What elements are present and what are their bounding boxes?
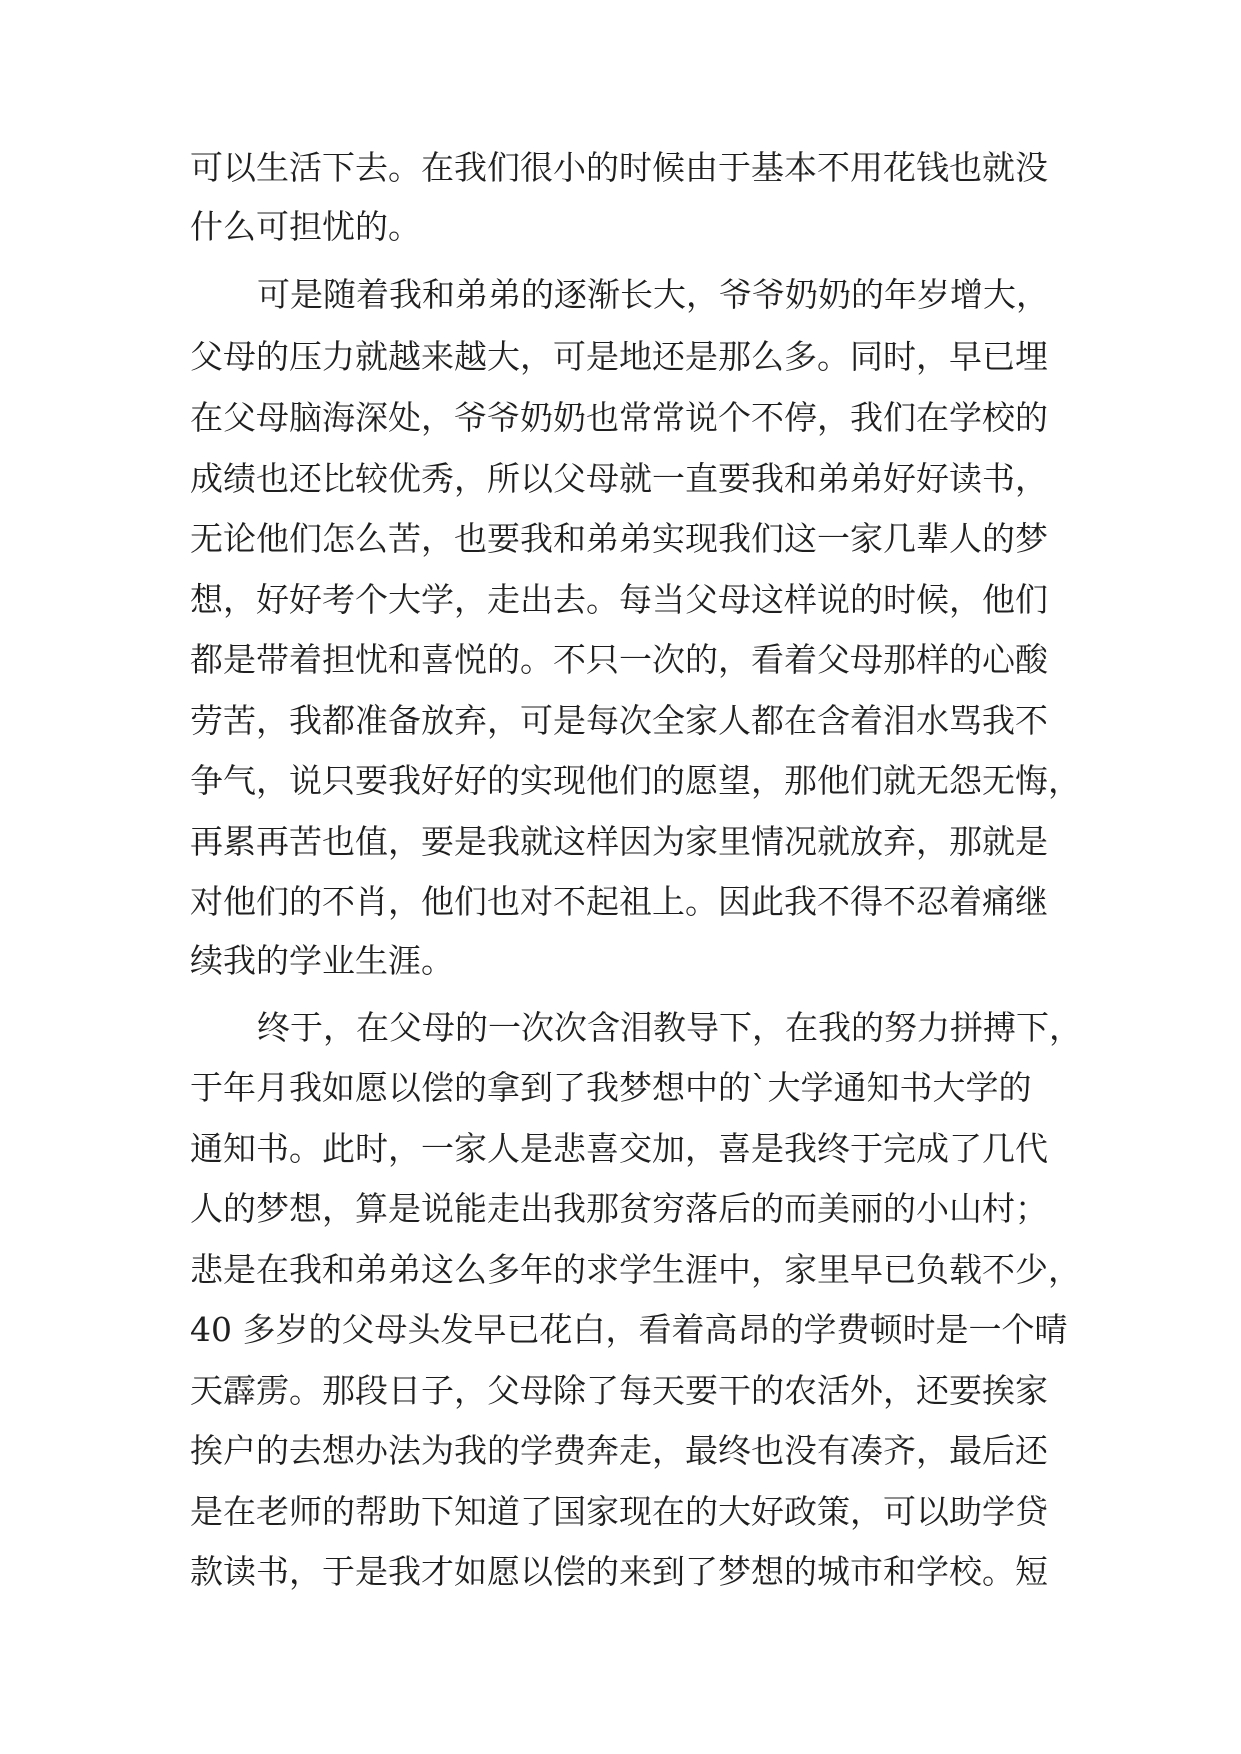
- paragraph-first-line: 可是随着我和弟弟的逐渐长大，爷爷奶奶的年岁增大，: [257, 275, 1049, 314]
- text-line: 都是带着担忧和喜悦的。不只一次的，看着父母那样的心酸: [190, 640, 1048, 679]
- text-line: 挨户的去想办法为我的学费奔走，最终也没有凑齐，最后还: [190, 1431, 1048, 1470]
- text-line: 可以生活下去。在我们很小的时候由于基本不用花钱也就没: [190, 148, 1048, 187]
- text-line: 在父母脑海深处，爷爷奶奶也常常说个不停，我们在学校的: [190, 398, 1048, 437]
- paragraph-first-line: 终于，在父母的一次次含泪教导下，在我的努力拼搏下，: [257, 1008, 1082, 1047]
- text-line: 于年月我如愿以偿的拿到了我梦想中的`大学通知书大学的: [190, 1068, 1032, 1107]
- text-line: 父母的压力就越来越大，可是地还是那么多。同时，早已埋: [190, 337, 1048, 376]
- text-line: 再累再苦也值，要是我就这样因为家里情况就放弃，那就是: [190, 822, 1048, 861]
- text-line: 悲是在我和弟弟这么多年的求学生涯中，家里早已负载不少，: [190, 1250, 1081, 1289]
- text-line: 是在老师的帮助下知道了国家现在的大好政策，可以助学贷: [190, 1492, 1048, 1531]
- text-line: 款读书，于是我才如愿以偿的来到了梦想的城市和学校。短: [190, 1552, 1048, 1591]
- text-line: 40 多岁的父母头发早已花白，看着高昂的学费顿时是一个晴: [190, 1310, 1068, 1349]
- text-line: 争气，说只要我好好的实现他们的愿望，那他们就无怨无悔，: [190, 761, 1081, 800]
- text-line: 想，好好考个大学，走出去。每当父母这样说的时候，他们: [190, 580, 1048, 619]
- text-line: 天霹雳。那段日子，父母除了每天要干的农活外，还要挨家: [190, 1371, 1048, 1410]
- text-line: 人的梦想，算是说能走出我那贫穷落后的而美丽的小山村；: [190, 1189, 1048, 1228]
- text-line: 什么可担忧的。: [190, 207, 421, 246]
- text-line: 续我的学业生涯。: [190, 941, 454, 980]
- text-line: 劳苦，我都准备放弃，可是每次全家人都在含着泪水骂我不: [190, 701, 1048, 740]
- text-line: 通知书。此时，一家人是悲喜交加，喜是我终于完成了几代: [190, 1129, 1048, 1168]
- text-line: 成绩也还比较优秀，所以父母就一直要我和弟弟好好读书，: [190, 459, 1048, 498]
- text-line: 无论他们怎么苦，也要我和弟弟实现我们这一家几辈人的梦: [190, 519, 1048, 558]
- text-line: 对他们的不肖，他们也对不起祖上。因此我不得不忍着痛继: [190, 882, 1048, 921]
